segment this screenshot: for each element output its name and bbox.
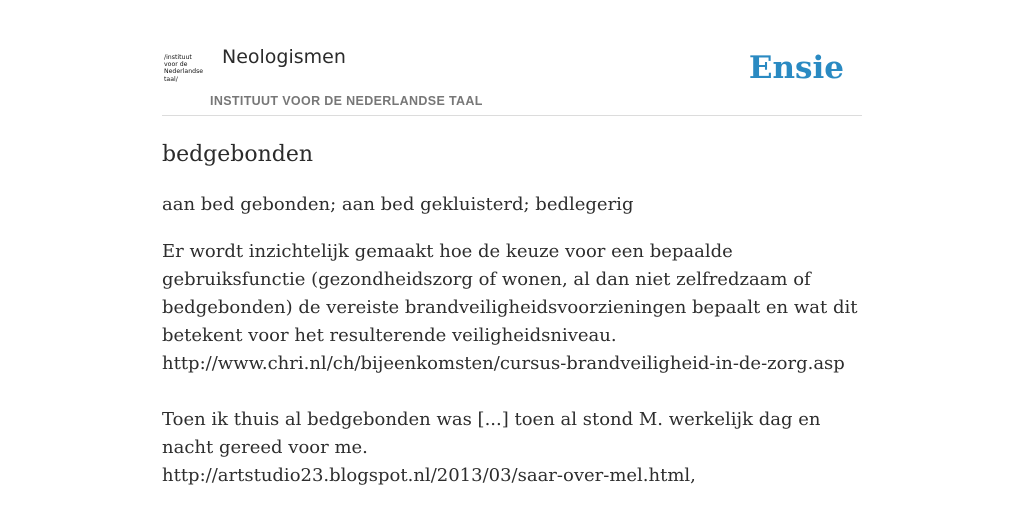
entry-term: bedgebonden bbox=[162, 142, 314, 167]
example-text: Toen ik thuis al bedgebonden was [...] toen al stond M. werkelijk dag en nacht gereed voor me. bbox=[162, 409, 821, 458]
header bbox=[162, 40, 862, 116]
entry-content bbox=[162, 136, 862, 490]
logo-line: /instituut bbox=[164, 54, 192, 61]
example-source-url: http://www.chri.nl/ch/bijeenkomsten/cursus-brandveiligheid-in-de-zorg.asp bbox=[162, 353, 845, 374]
logo-line: voor de bbox=[164, 61, 188, 69]
example-text: Er wordt inzichtelijk gemaakt hoe de keuze voor een bepaalde gebruiksfunctie (gezondheidszorg of wonen, al dan niet zelfredzaam of bedgebonden) de vereiste brandveiligheidsvoorzieningen bepaalt en wat dit betekent voor het resulterende veiligheidsniveau. bbox=[162, 241, 858, 346]
publisher-subtitle: INSTITUUT VOOR DE NEDERLANDSE TAAL bbox=[210, 94, 483, 108]
example-source-url: http://artstudio23.blogspot.nl/2013/03/saar-over-mel.html, bbox=[162, 465, 696, 486]
logo-line: Nederlandse bbox=[164, 68, 204, 76]
ivdnt-logo[interactable] bbox=[164, 54, 208, 90]
site-title[interactable]: Neologismen bbox=[222, 46, 346, 68]
ensie-logo-link[interactable]: Ensie bbox=[748, 50, 844, 86]
example-item bbox=[162, 238, 862, 378]
entry-definition: aan bed gebonden; aan bed gekluisterd; bedlegerig bbox=[162, 194, 634, 215]
logo-line: taal/ bbox=[164, 75, 178, 83]
entry-examples bbox=[162, 238, 862, 490]
example-item bbox=[162, 406, 862, 490]
